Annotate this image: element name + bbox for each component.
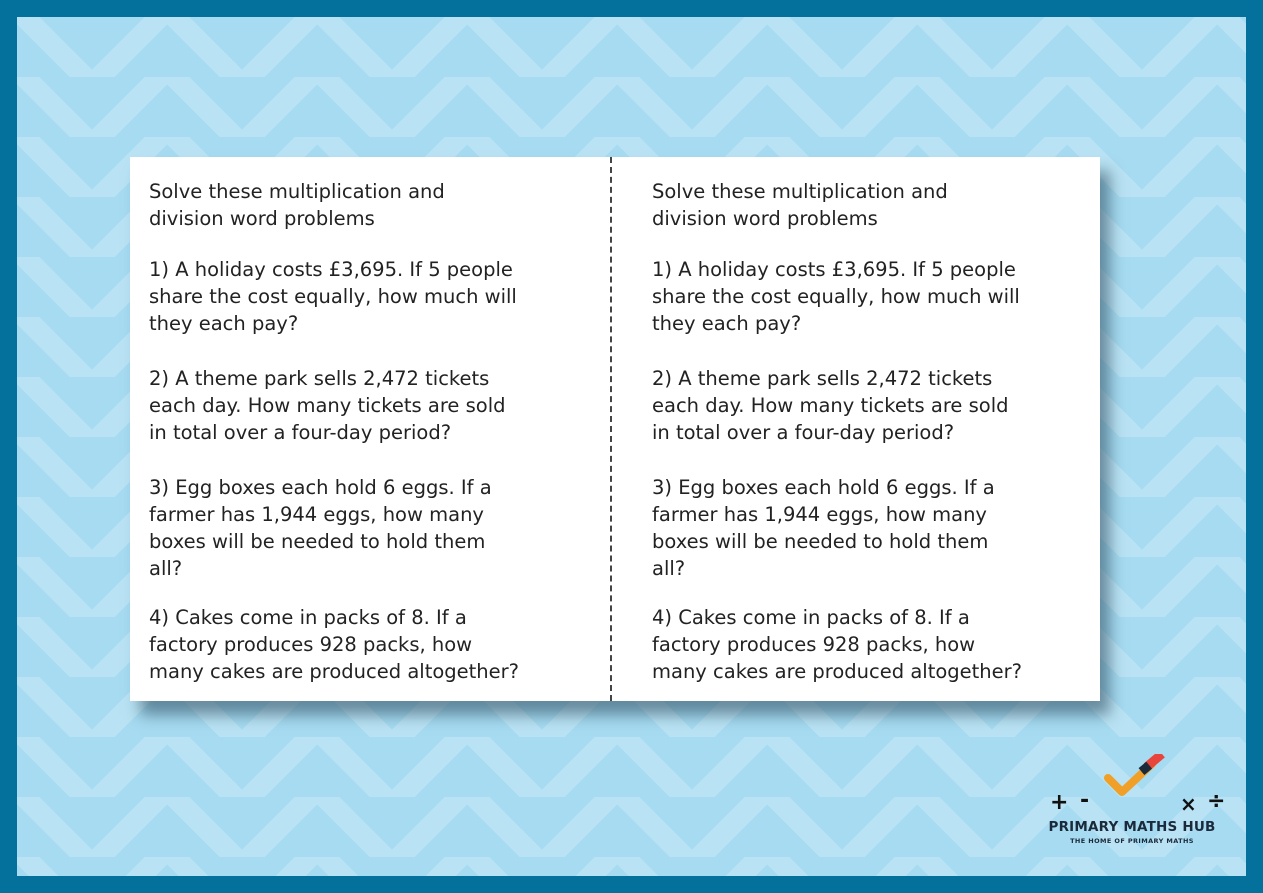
plus-icon: + [1050,790,1069,815]
cut-line-divider [610,157,612,701]
question-2: 2) A theme park sells 2,472 tickets each day. How many tickets are sold in total over a four-day period? [149,367,506,444]
primary-maths-hub-logo [1042,752,1226,852]
multiply-icon: × [1180,792,1197,816]
question-3: 3) Egg boxes each hold 6 eggs. If a farmer has 1,944 eggs, how many boxes will be needed to hold them all? [149,476,492,580]
worksheet-card [130,157,1100,701]
minus-icon: - [1080,788,1090,813]
question-4: 4) Cakes come in packs of 8. If a factory produces 928 packs, how many cakes are produced altogether? [149,606,520,683]
checkmark-pencil-icon [1100,754,1166,804]
logo-name: PRIMARY MATHS HUB [1048,819,1216,835]
question-3: 3) Egg boxes each hold 6 eggs. If a farmer has 1,944 eggs, how many boxes will be needed to hold them all? [652,476,995,580]
worksheet-column-right [652,178,1092,713]
chevron-background [17,17,1246,876]
question-1: 1) A holiday costs £3,695. If 5 people share the cost equally, how much will they each pay? [652,258,1020,335]
question-2: 2) A theme park sells 2,472 tickets each day. How many tickets are sold in total over a four-day period? [652,367,1009,444]
question-4: 4) Cakes come in packs of 8. If a factory produces 928 packs, how many cakes are produced altogether? [652,606,1023,683]
worksheet-heading: Solve these multiplication and division word problems [652,180,948,230]
logo-tagline: THE HOME OF PRIMARY MATHS [1070,837,1194,845]
question-1: 1) A holiday costs £3,695. If 5 people share the cost equally, how much will they each pay? [149,258,517,335]
divide-icon: ÷ [1207,789,1226,814]
worksheet-column-left [149,178,589,713]
worksheet-heading: Solve these multiplication and division word problems [149,180,445,230]
